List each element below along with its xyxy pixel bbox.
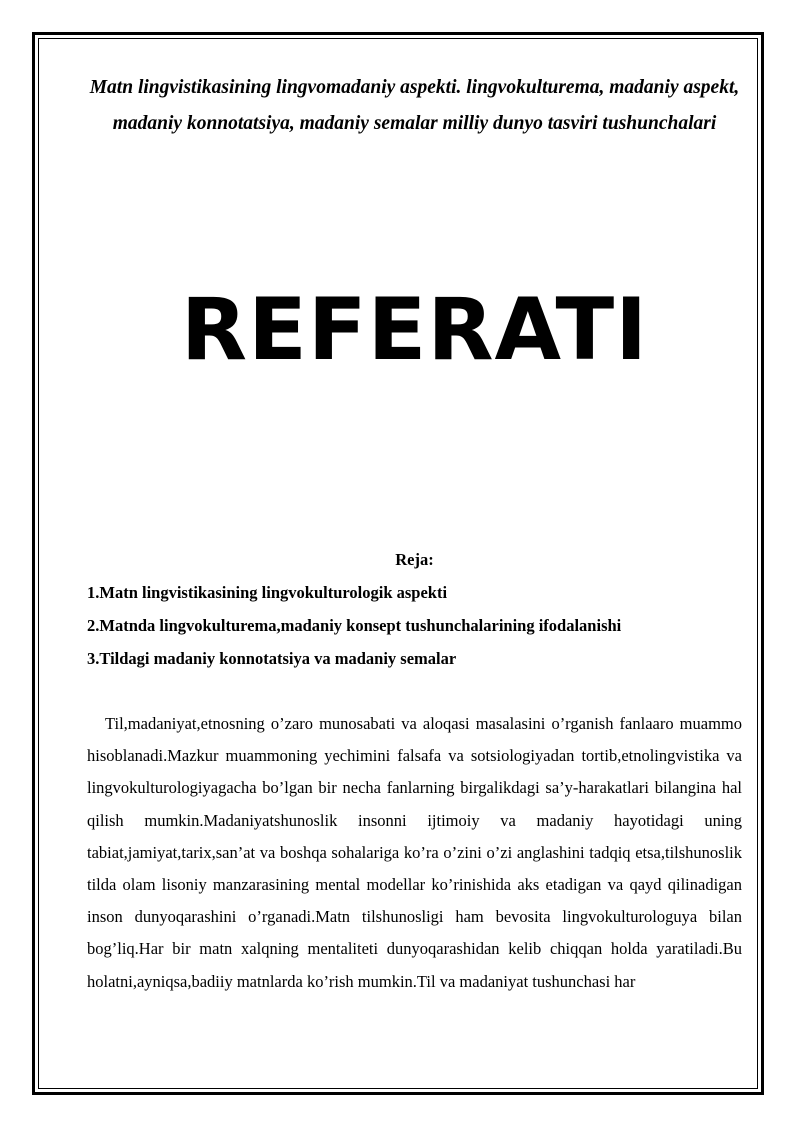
- document-title: Matn lingvistikasining lingvomadaniy aspekti. lingvokulturema, madaniy aspekt, madaniy konnotatsiya, madaniy semalar milliy dunyo tasviri tushunchalari: [89, 77, 740, 134]
- referati-title: REFERATI: [180, 280, 649, 380]
- body-paragraph: Til,madaniyat,etnosning o’zaro munosabati va aloqasi masalasini o’rganish fanlaaro muammo hisoblanadi.Mazkur muammoning yechimini falsafa va sotsiologiyadan tortib,etnolingvistika va lingvokulturologiyagacha bo’lgan bir necha fanlarning birgalikdagi sa’y-harakatlari bilangina hal qilish mumkin.Madaniyatshunoslik insonni ijtimoiy va madaniy hayotidagi uning tabiat,jamiyat,tarix,san’at va boshqa sohalariga ko’ra o’zini o’zi anglashini tadqiq etsa,tilshunoslik tilda olam lisoniy manzarasining mental modellar ko’rinishida aks etadigan va qayd qilinadigan inson dunyoqarashini o’rganadi.Matn tilshunosligi ham bevosita lingvokulturologuya bilan bog’liq.Har bir matn xalqning mentaliteti dunyoqarashidan kelib chiqqan holda yaratiladi.Bu holatni,ayniqsa,badiiy matnlarda ko’rish mumkin.Til va madaniyat tushunchasi har: [87, 714, 742, 991]
- plan-heading: Reja:: [395, 550, 434, 569]
- plan-item: 2.Matnda lingvokulturema,madaniy konsept tushunchalarining ifodalanishi: [87, 616, 622, 635]
- plan-item: 1.Matn lingvistikasining lingvokulturologik aspekti: [87, 583, 448, 602]
- page-content: [87, 70, 742, 991]
- plan-section: [87, 543, 742, 675]
- plan-item: 3.Tildagi madaniy konnotatsiya va madaniy semalar: [87, 649, 457, 668]
- plan-list: [87, 576, 742, 675]
